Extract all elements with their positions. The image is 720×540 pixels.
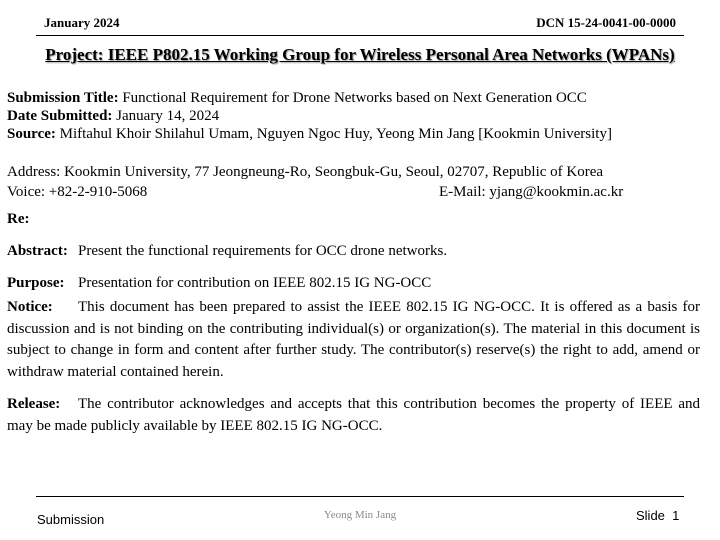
abstract-value: Present the functional requirements for OCC drone networks.: [78, 243, 448, 259]
header-date: January 2024: [44, 15, 120, 30]
abstract-label: Abstract:: [7, 243, 68, 259]
email-line: E-Mail: yjang@kookmin.ac.kr: [439, 184, 624, 200]
footer-divider: [36, 496, 684, 497]
notice-label: Notice:: [7, 299, 53, 315]
submission-title-label: Submission Title:: [7, 90, 119, 106]
source-line: [7, 126, 612, 143]
footer-author: Yeong Min Jang: [323, 509, 397, 521]
release-paragraph: [7, 394, 700, 437]
release-label: Release:: [7, 396, 61, 412]
date-submitted-line: [7, 108, 219, 125]
voice-line: Voice: +82-2-910-5068: [7, 184, 148, 200]
purpose-label: Purpose:: [7, 275, 65, 291]
notice-text: This document has been prepared to assist the IEEE 802.15 IG NG-OCC. It is offered as a basis for discussion and is not binding on the contributing individual(s) or organization(s). The material in this document is subject to change in form and content after further study. The contributor(s) reserve(s) the right to add, amend or withdraw material contained herein.: [7, 299, 700, 380]
source-value: Miftahul Khoir Shilahul Umam, Nguyen Ngoc Huy, Yeong Min Jang [Kookmin University]: [59, 126, 612, 142]
header-dcn: DCN 15-24-0041-00-0000: [536, 15, 676, 30]
project-title: Project: IEEE P802.15 Working Group for Wireless Personal Area Networks (WPANs): [45, 45, 675, 64]
footer-slide: [636, 508, 679, 523]
slide-number: 1: [672, 508, 680, 523]
submission-title-line: [7, 90, 587, 107]
source-label: Source:: [7, 126, 56, 142]
slide-label: Slide: [636, 508, 665, 523]
date-submitted-label: Date Submitted:: [7, 108, 113, 124]
header-divider: [36, 35, 684, 36]
notice-paragraph: [7, 297, 700, 383]
purpose-value: Presentation for contribution on IEEE 802.15 IG NG-OCC: [78, 275, 432, 291]
re-label: Re:: [7, 211, 30, 227]
date-submitted-value: January 14, 2024: [116, 108, 220, 124]
submission-title-value: Functional Requirement for Drone Networks based on Next Generation OCC: [122, 90, 587, 106]
release-text: The contributor acknowledges and accepts that this contribution becomes the property of IEEE and may be made publicly available by IEEE 802.15 IG NG-OCC.: [7, 396, 700, 434]
footer-submission: Submission: [37, 512, 105, 527]
address-line: Address: Kookmin University, 77 Jeongneung-Ro, Seongbuk-Gu, Seoul, 02707, Republic of Korea: [7, 164, 604, 180]
